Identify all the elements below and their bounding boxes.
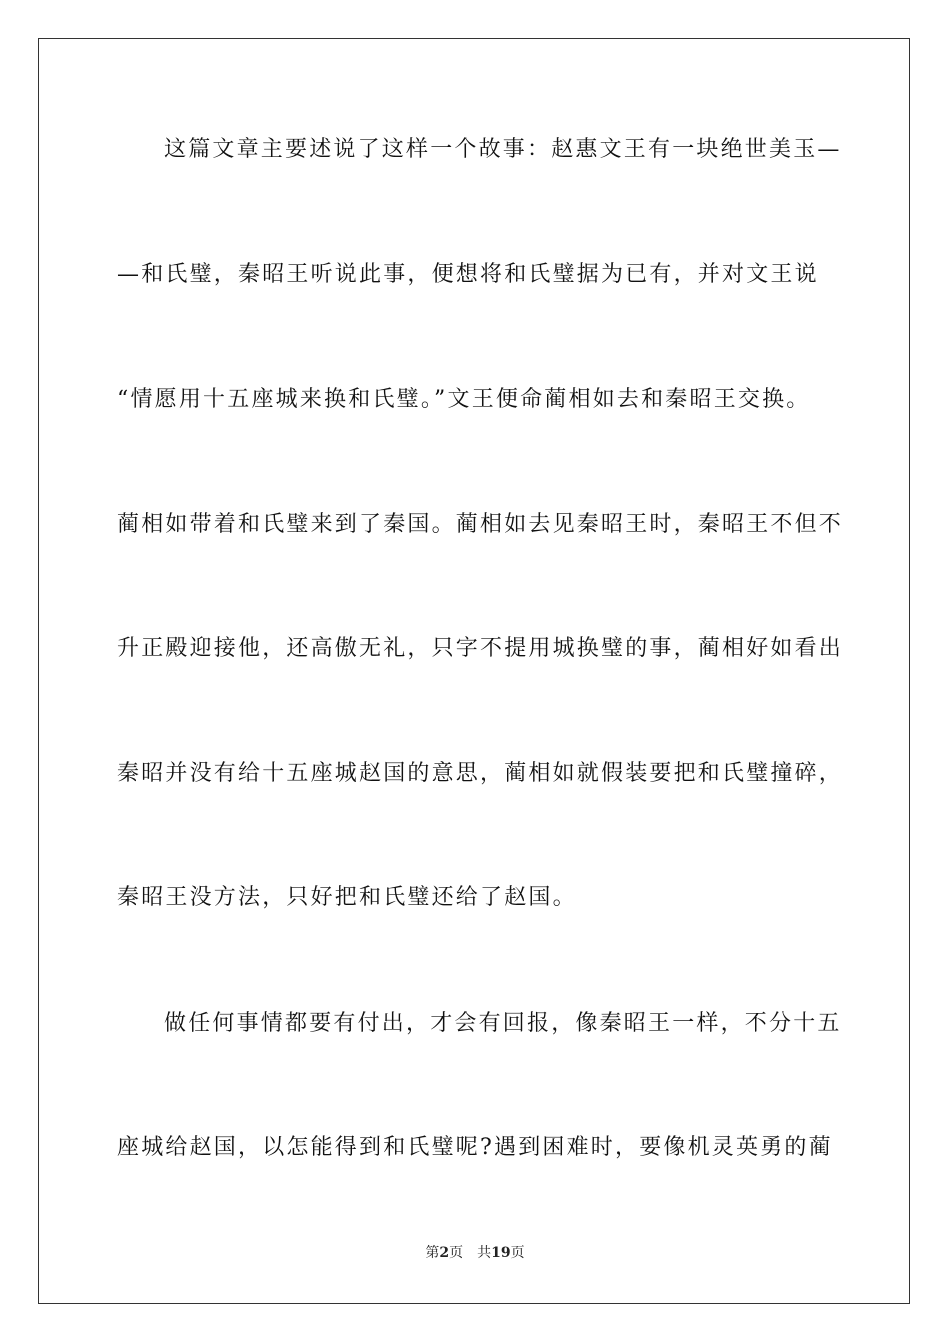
paragraph-1-line-1: 这篇文章主要述说了这样一个故事：赵惠文王有一块绝世美玉— [164,137,842,162]
page-prefix: 第 [425,1245,440,1261]
paragraph-2-line-2: 座城给赵国，以怎能得到和氏璧呢?遇到困难时，要像机灵英勇的蔺 [117,1135,833,1160]
page-footer [0,1244,950,1262]
paragraph-1-line-3: “情愿用十五座城来换和氏璧。”文王便命蔺相如去和秦昭王交换。 [117,387,811,412]
page-border [38,38,910,1304]
paragraph-2-line-1: 做任何事情都要有付出，才会有回报，像秦昭王一样，不分十五 [164,1011,842,1036]
paragraph-1-line-5: 升正殿迎接他，还高傲无礼，只字不提用城换璧的事，蔺相好如看出 [117,636,844,661]
paragraph-1-line-4: 蔺相如带着和氏璧来到了秦国。蔺相如去见秦昭王时，秦昭王不但不 [117,512,844,537]
page-number: 2 [439,1245,450,1261]
paragraph-1-line-2: —和氏璧，秦昭王听说此事，便想将和氏璧据为已有，并对文王说 [117,262,819,287]
paragraph-1-line-6: 秦昭并没有给十五座城赵国的意思，蔺相如就假装要把和氏璧撞碎， [117,761,844,786]
total-pages: 19 [491,1245,511,1261]
total-suffix: 页 [510,1245,525,1261]
total-prefix: 共 [477,1245,492,1261]
page-suffix: 页 [449,1245,464,1261]
paragraph-1-line-7: 秦昭王没方法，只好把和氏璧还给了赵国。 [117,885,577,910]
